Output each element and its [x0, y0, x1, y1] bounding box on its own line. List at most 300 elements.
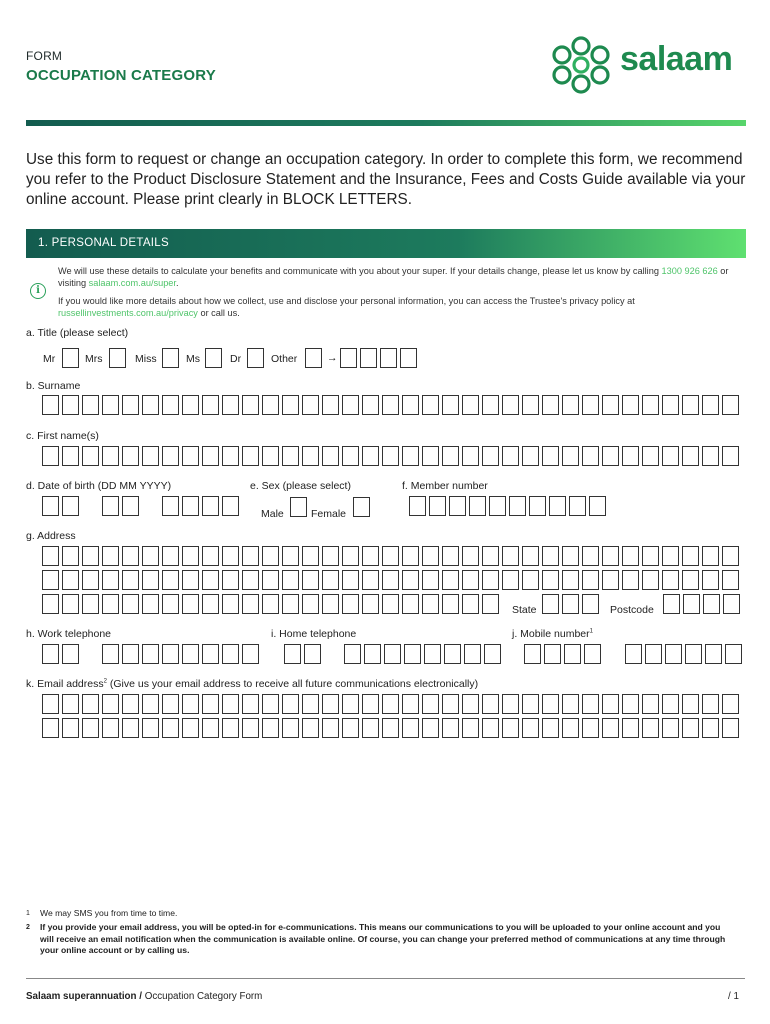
char-box[interactable]	[82, 570, 99, 590]
char-box[interactable]	[402, 446, 419, 466]
char-box[interactable]	[542, 546, 559, 566]
char-box[interactable]	[42, 496, 59, 516]
address-line-2-input[interactable]	[42, 570, 742, 590]
char-box[interactable]	[462, 694, 479, 714]
char-box[interactable]	[422, 570, 439, 590]
char-box[interactable]	[42, 644, 59, 664]
char-box[interactable]	[522, 395, 539, 415]
char-box[interactable]	[482, 395, 499, 415]
char-box[interactable]	[342, 718, 359, 738]
char-box[interactable]	[442, 718, 459, 738]
char-box[interactable]	[162, 496, 179, 516]
char-box[interactable]	[122, 496, 139, 516]
char-box[interactable]	[122, 570, 139, 590]
char-box[interactable]	[542, 718, 559, 738]
char-box[interactable]	[602, 694, 619, 714]
char-box[interactable]	[182, 594, 199, 614]
char-box[interactable]	[62, 570, 79, 590]
char-box[interactable]	[142, 546, 159, 566]
char-box[interactable]	[102, 644, 119, 664]
char-box[interactable]	[449, 496, 466, 516]
char-box[interactable]	[409, 496, 426, 516]
char-box[interactable]	[222, 718, 239, 738]
char-box[interactable]	[584, 644, 601, 664]
char-box[interactable]	[102, 446, 119, 466]
char-box[interactable]	[182, 446, 199, 466]
char-box[interactable]	[462, 570, 479, 590]
char-box[interactable]	[522, 446, 539, 466]
char-box[interactable]	[582, 594, 599, 614]
char-box[interactable]	[82, 446, 99, 466]
char-box[interactable]	[705, 644, 722, 664]
title-mr-checkbox[interactable]	[62, 348, 79, 368]
char-box[interactable]	[725, 644, 742, 664]
char-box[interactable]	[522, 570, 539, 590]
char-box[interactable]	[262, 570, 279, 590]
char-box[interactable]	[242, 570, 259, 590]
char-box[interactable]	[502, 570, 519, 590]
char-box[interactable]	[382, 694, 399, 714]
char-box[interactable]	[602, 546, 619, 566]
char-box[interactable]	[62, 496, 79, 516]
char-box[interactable]	[662, 446, 679, 466]
char-box[interactable]	[400, 348, 417, 368]
char-box[interactable]	[362, 594, 379, 614]
char-box[interactable]	[625, 644, 642, 664]
char-box[interactable]	[202, 644, 219, 664]
char-box[interactable]	[442, 694, 459, 714]
email-line-2-input[interactable]	[42, 718, 742, 738]
char-box[interactable]	[242, 446, 259, 466]
char-box[interactable]	[162, 570, 179, 590]
char-box[interactable]	[722, 718, 739, 738]
char-box[interactable]	[422, 546, 439, 566]
char-box[interactable]	[582, 718, 599, 738]
char-box[interactable]	[302, 546, 319, 566]
char-box[interactable]	[302, 395, 319, 415]
char-box[interactable]	[262, 446, 279, 466]
char-box[interactable]	[62, 594, 79, 614]
char-box[interactable]	[602, 395, 619, 415]
char-box[interactable]	[362, 570, 379, 590]
char-box[interactable]	[622, 446, 639, 466]
char-box[interactable]	[442, 546, 459, 566]
char-box[interactable]	[122, 718, 139, 738]
char-box[interactable]	[142, 644, 159, 664]
char-box[interactable]	[502, 718, 519, 738]
char-box[interactable]	[42, 446, 59, 466]
char-box[interactable]	[362, 718, 379, 738]
char-box[interactable]	[422, 694, 439, 714]
char-box[interactable]	[202, 446, 219, 466]
char-box[interactable]	[442, 594, 459, 614]
char-box[interactable]	[162, 718, 179, 738]
char-box[interactable]	[522, 694, 539, 714]
char-box[interactable]	[702, 694, 719, 714]
char-box[interactable]	[322, 446, 339, 466]
char-box[interactable]	[262, 694, 279, 714]
char-box[interactable]	[122, 546, 139, 566]
char-box[interactable]	[202, 718, 219, 738]
char-box[interactable]	[262, 594, 279, 614]
char-box[interactable]	[102, 546, 119, 566]
char-box[interactable]	[202, 694, 219, 714]
char-box[interactable]	[382, 718, 399, 738]
char-box[interactable]	[542, 694, 559, 714]
email-line-1-input[interactable]	[42, 694, 742, 714]
char-box[interactable]	[462, 718, 479, 738]
char-box[interactable]	[182, 694, 199, 714]
char-box[interactable]	[662, 694, 679, 714]
char-box[interactable]	[262, 718, 279, 738]
char-box[interactable]	[662, 395, 679, 415]
char-box[interactable]	[402, 546, 419, 566]
char-box[interactable]	[402, 395, 419, 415]
address-line-1-input[interactable]	[42, 546, 742, 566]
char-box[interactable]	[489, 496, 506, 516]
address-line-3-input[interactable]	[42, 594, 502, 614]
char-box[interactable]	[462, 395, 479, 415]
char-box[interactable]	[382, 395, 399, 415]
char-box[interactable]	[562, 395, 579, 415]
char-box[interactable]	[162, 594, 179, 614]
char-box[interactable]	[102, 395, 119, 415]
char-box[interactable]	[42, 395, 59, 415]
first-names-input[interactable]	[42, 446, 742, 466]
char-box[interactable]	[282, 694, 299, 714]
char-box[interactable]	[462, 446, 479, 466]
char-box[interactable]	[702, 395, 719, 415]
char-box[interactable]	[404, 644, 421, 664]
char-box[interactable]	[645, 644, 662, 664]
char-box[interactable]	[302, 718, 319, 738]
char-box[interactable]	[202, 546, 219, 566]
char-box[interactable]	[502, 446, 519, 466]
work-telephone-number-input[interactable]	[102, 644, 262, 664]
char-box[interactable]	[42, 718, 59, 738]
char-box[interactable]	[422, 395, 439, 415]
char-box[interactable]	[82, 718, 99, 738]
char-box[interactable]	[122, 694, 139, 714]
char-box[interactable]	[702, 446, 719, 466]
char-box[interactable]	[682, 395, 699, 415]
char-box[interactable]	[322, 694, 339, 714]
char-box[interactable]	[142, 594, 159, 614]
sex-female-checkbox[interactable]	[353, 497, 370, 517]
char-box[interactable]	[422, 718, 439, 738]
char-box[interactable]	[703, 594, 720, 614]
char-box[interactable]	[402, 570, 419, 590]
char-box[interactable]	[582, 446, 599, 466]
char-box[interactable]	[322, 395, 339, 415]
member-number-input[interactable]	[409, 496, 609, 516]
char-box[interactable]	[42, 546, 59, 566]
char-box[interactable]	[542, 594, 559, 614]
char-box[interactable]	[529, 496, 546, 516]
char-box[interactable]	[162, 644, 179, 664]
char-box[interactable]	[342, 594, 359, 614]
char-box[interactable]	[582, 694, 599, 714]
char-box[interactable]	[562, 546, 579, 566]
char-box[interactable]	[82, 594, 99, 614]
char-box[interactable]	[122, 644, 139, 664]
title-dr-checkbox[interactable]	[247, 348, 264, 368]
title-ms-checkbox[interactable]	[205, 348, 222, 368]
char-box[interactable]	[382, 594, 399, 614]
char-box[interactable]	[222, 496, 239, 516]
char-box[interactable]	[182, 546, 199, 566]
char-box[interactable]	[282, 718, 299, 738]
char-box[interactable]	[202, 395, 219, 415]
mobile-prefix-input[interactable]	[524, 644, 604, 664]
char-box[interactable]	[622, 718, 639, 738]
char-box[interactable]	[402, 594, 419, 614]
title-miss-checkbox[interactable]	[162, 348, 179, 368]
char-box[interactable]	[380, 348, 397, 368]
char-box[interactable]	[142, 570, 159, 590]
char-box[interactable]	[482, 694, 499, 714]
char-box[interactable]	[422, 594, 439, 614]
char-box[interactable]	[222, 644, 239, 664]
char-box[interactable]	[589, 496, 606, 516]
char-box[interactable]	[142, 718, 159, 738]
char-box[interactable]	[544, 644, 561, 664]
char-box[interactable]	[484, 644, 501, 664]
char-box[interactable]	[642, 446, 659, 466]
char-box[interactable]	[360, 348, 377, 368]
char-box[interactable]	[102, 718, 119, 738]
char-box[interactable]	[564, 644, 581, 664]
char-box[interactable]	[162, 546, 179, 566]
char-box[interactable]	[482, 718, 499, 738]
char-box[interactable]	[322, 594, 339, 614]
char-box[interactable]	[702, 546, 719, 566]
char-box[interactable]	[682, 446, 699, 466]
char-box[interactable]	[482, 546, 499, 566]
char-box[interactable]	[402, 694, 419, 714]
char-box[interactable]	[222, 694, 239, 714]
char-box[interactable]	[382, 570, 399, 590]
char-box[interactable]	[340, 348, 357, 368]
char-box[interactable]	[82, 546, 99, 566]
work-telephone-area-input[interactable]	[42, 644, 82, 664]
char-box[interactable]	[62, 395, 79, 415]
char-box[interactable]	[342, 570, 359, 590]
char-box[interactable]	[282, 594, 299, 614]
home-telephone-area-input[interactable]	[284, 644, 324, 664]
char-box[interactable]	[162, 395, 179, 415]
char-box[interactable]	[662, 546, 679, 566]
char-box[interactable]	[62, 694, 79, 714]
postcode-input[interactable]	[663, 594, 743, 614]
char-box[interactable]	[682, 546, 699, 566]
char-box[interactable]	[663, 594, 680, 614]
char-box[interactable]	[242, 694, 259, 714]
char-box[interactable]	[302, 446, 319, 466]
char-box[interactable]	[62, 718, 79, 738]
char-box[interactable]	[382, 546, 399, 566]
char-box[interactable]	[622, 694, 639, 714]
char-box[interactable]	[502, 546, 519, 566]
home-telephone-number-input[interactable]	[344, 644, 504, 664]
char-box[interactable]	[182, 496, 199, 516]
char-box[interactable]	[582, 395, 599, 415]
char-box[interactable]	[122, 395, 139, 415]
char-box[interactable]	[682, 570, 699, 590]
char-box[interactable]	[582, 546, 599, 566]
char-box[interactable]	[202, 594, 219, 614]
char-box[interactable]	[122, 446, 139, 466]
char-box[interactable]	[542, 570, 559, 590]
char-box[interactable]	[722, 446, 739, 466]
char-box[interactable]	[182, 395, 199, 415]
char-box[interactable]	[62, 644, 79, 664]
char-box[interactable]	[682, 718, 699, 738]
char-box[interactable]	[522, 546, 539, 566]
char-box[interactable]	[242, 644, 259, 664]
char-box[interactable]	[342, 694, 359, 714]
state-input[interactable]	[542, 594, 602, 614]
char-box[interactable]	[562, 594, 579, 614]
char-box[interactable]	[722, 570, 739, 590]
char-box[interactable]	[722, 546, 739, 566]
char-box[interactable]	[362, 446, 379, 466]
char-box[interactable]	[569, 496, 586, 516]
dob-month-input[interactable]	[102, 496, 142, 516]
char-box[interactable]	[482, 594, 499, 614]
char-box[interactable]	[683, 594, 700, 614]
char-box[interactable]	[202, 570, 219, 590]
char-box[interactable]	[522, 718, 539, 738]
phone-link[interactable]: 1300 926 626	[661, 266, 718, 276]
char-box[interactable]	[242, 718, 259, 738]
char-box[interactable]	[142, 446, 159, 466]
char-box[interactable]	[562, 570, 579, 590]
char-box[interactable]	[524, 644, 541, 664]
char-box[interactable]	[429, 496, 446, 516]
char-box[interactable]	[242, 395, 259, 415]
char-box[interactable]	[542, 395, 559, 415]
char-box[interactable]	[682, 694, 699, 714]
char-box[interactable]	[222, 446, 239, 466]
char-box[interactable]	[562, 446, 579, 466]
char-box[interactable]	[142, 694, 159, 714]
char-box[interactable]	[342, 446, 359, 466]
char-box[interactable]	[382, 446, 399, 466]
char-box[interactable]	[282, 446, 299, 466]
char-box[interactable]	[122, 594, 139, 614]
char-box[interactable]	[322, 546, 339, 566]
char-box[interactable]	[322, 718, 339, 738]
website-link[interactable]: salaam.com.au/super	[88, 278, 176, 288]
title-other-checkbox[interactable]	[305, 348, 322, 368]
char-box[interactable]	[262, 395, 279, 415]
char-box[interactable]	[222, 570, 239, 590]
char-box[interactable]	[102, 496, 119, 516]
char-box[interactable]	[302, 570, 319, 590]
char-box[interactable]	[282, 570, 299, 590]
char-box[interactable]	[82, 694, 99, 714]
char-box[interactable]	[322, 570, 339, 590]
char-box[interactable]	[542, 446, 559, 466]
char-box[interactable]	[422, 446, 439, 466]
char-box[interactable]	[722, 395, 739, 415]
char-box[interactable]	[702, 570, 719, 590]
char-box[interactable]	[282, 546, 299, 566]
char-box[interactable]	[302, 694, 319, 714]
sex-male-checkbox[interactable]	[290, 497, 307, 517]
char-box[interactable]	[282, 395, 299, 415]
char-box[interactable]	[182, 718, 199, 738]
char-box[interactable]	[723, 594, 740, 614]
char-box[interactable]	[222, 594, 239, 614]
char-box[interactable]	[42, 694, 59, 714]
char-box[interactable]	[602, 718, 619, 738]
char-box[interactable]	[662, 718, 679, 738]
char-box[interactable]	[582, 570, 599, 590]
char-box[interactable]	[685, 644, 702, 664]
char-box[interactable]	[549, 496, 566, 516]
char-box[interactable]	[622, 395, 639, 415]
char-box[interactable]	[622, 546, 639, 566]
char-box[interactable]	[62, 546, 79, 566]
char-box[interactable]	[722, 694, 739, 714]
char-box[interactable]	[342, 395, 359, 415]
char-box[interactable]	[222, 395, 239, 415]
char-box[interactable]	[442, 446, 459, 466]
char-box[interactable]	[262, 546, 279, 566]
char-box[interactable]	[469, 496, 486, 516]
char-box[interactable]	[562, 694, 579, 714]
char-box[interactable]	[482, 570, 499, 590]
char-box[interactable]	[509, 496, 526, 516]
char-box[interactable]	[302, 594, 319, 614]
char-box[interactable]	[642, 570, 659, 590]
char-box[interactable]	[42, 594, 59, 614]
char-box[interactable]	[462, 546, 479, 566]
char-box[interactable]	[642, 546, 659, 566]
char-box[interactable]	[102, 694, 119, 714]
char-box[interactable]	[362, 694, 379, 714]
char-box[interactable]	[442, 570, 459, 590]
char-box[interactable]	[402, 718, 419, 738]
surname-input[interactable]	[42, 395, 742, 415]
char-box[interactable]	[102, 570, 119, 590]
char-box[interactable]	[202, 496, 219, 516]
title-other-input[interactable]	[340, 348, 420, 368]
char-box[interactable]	[162, 446, 179, 466]
char-box[interactable]	[342, 546, 359, 566]
char-box[interactable]	[482, 446, 499, 466]
char-box[interactable]	[424, 644, 441, 664]
char-box[interactable]	[242, 594, 259, 614]
char-box[interactable]	[642, 395, 659, 415]
char-box[interactable]	[662, 570, 679, 590]
char-box[interactable]	[442, 395, 459, 415]
char-box[interactable]	[562, 718, 579, 738]
dob-day-input[interactable]	[42, 496, 82, 516]
char-box[interactable]	[384, 644, 401, 664]
char-box[interactable]	[665, 644, 682, 664]
char-box[interactable]	[284, 644, 301, 664]
char-box[interactable]	[502, 694, 519, 714]
char-box[interactable]	[602, 446, 619, 466]
char-box[interactable]	[622, 570, 639, 590]
privacy-link[interactable]: russellinvestments.com.au/privacy	[58, 308, 198, 318]
char-box[interactable]	[702, 718, 719, 738]
char-box[interactable]	[222, 546, 239, 566]
char-box[interactable]	[182, 570, 199, 590]
